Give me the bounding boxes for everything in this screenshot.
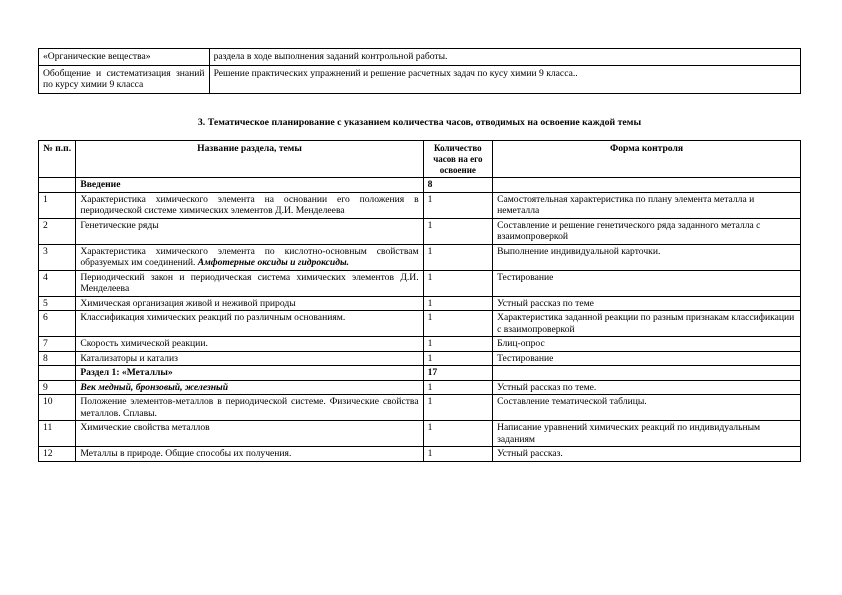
cell-name	[76, 366, 423, 381]
cell-no: 11	[39, 421, 76, 447]
cell-name-text: Катализаторы и катализ	[80, 352, 178, 364]
cell-name	[76, 395, 423, 421]
header-no: № п.п.	[39, 141, 76, 178]
table-row	[39, 49, 801, 66]
cell-hours: 1	[423, 351, 492, 366]
cell-name	[76, 351, 423, 366]
cell-no: 10	[39, 395, 76, 421]
cell-name-text: Химическая организация живой и неживой природы	[80, 297, 296, 309]
cell-no: 3	[39, 244, 76, 270]
cell-hours: 1	[423, 311, 492, 337]
cell-name-text: Периодический закон и периодическая система химических элементов Д.И. Менделеева	[80, 271, 419, 295]
cell-name	[76, 178, 423, 193]
cell-name-text: Классификация химических реакций по различным основаниям.	[80, 312, 346, 324]
cell-name-text: Положение элементов-металлов в периодической системе. Физические свойства металлов. Сплавы.	[80, 396, 419, 419]
cell-no: 1	[39, 192, 76, 218]
cell-hours: 1	[423, 395, 492, 421]
cell-name	[76, 380, 423, 395]
cell-name-text: Введение	[80, 179, 121, 191]
cell-form: Устный рассказ по теме.	[493, 380, 801, 395]
cell-name	[76, 192, 423, 218]
cell-hours: 1	[423, 421, 492, 447]
plan-table	[38, 140, 801, 462]
header-form: Форма контроля	[493, 141, 801, 178]
cell-no: 12	[39, 447, 76, 462]
table-row	[39, 380, 801, 395]
cell-form: Устный рассказ.	[493, 447, 801, 462]
cell-form: Составление и решение генетического ряда заданного металла с взаимопроверкой	[493, 218, 801, 244]
cell-no: 6	[39, 311, 76, 337]
cell-form: Тестирование	[493, 270, 801, 296]
cell-name-text: Скорость химической реакции.	[80, 338, 208, 350]
top-cell-left: «Органические вещества»	[39, 49, 210, 66]
cell-no: 2	[39, 218, 76, 244]
table-row	[39, 244, 801, 270]
table-row	[39, 395, 801, 421]
cell-no: 7	[39, 337, 76, 352]
cell-no	[39, 366, 76, 381]
cell-hours: 1	[423, 337, 492, 352]
table-row	[39, 337, 801, 352]
cell-hours: 1	[423, 447, 492, 462]
top-cell-right: Решение практических упражнений и решение расчетных задач по кусу химии 9 класса..	[209, 65, 800, 93]
cell-no: 8	[39, 351, 76, 366]
plan-table-body	[39, 178, 801, 462]
cell-hours: 1	[423, 218, 492, 244]
cell-form	[493, 178, 801, 193]
cell-name	[76, 218, 423, 244]
cell-form: Тестирование	[493, 351, 801, 366]
cell-name-text: Раздел 1: «Металлы»	[80, 367, 173, 379]
table-row	[39, 351, 801, 366]
table-row	[39, 270, 801, 296]
cell-form: Составление тематической таблицы.	[493, 395, 801, 421]
table-row	[39, 421, 801, 447]
cell-name-italic: Век медный, бронзовый, железный	[80, 381, 229, 393]
header-name: Название раздела, темы	[76, 141, 423, 178]
top-cell-right: раздела в ходе выполнения заданий контрольной работы.	[209, 49, 800, 66]
cell-form: Самостоятельная характеристика по плану элемента металла и неметалла	[493, 192, 801, 218]
cell-name-text: Характеристика химического элемента по кислотно-основным свойствам образуемых им соединений.	[80, 245, 419, 269]
cell-hours: 1	[423, 380, 492, 395]
cell-name	[76, 421, 423, 447]
cell-name-text: Характеристика химического элемента на основании его положения в периодической системе химических элементов Д.И. Менделеева	[80, 193, 419, 217]
cell-name-text: Генетические ряды	[80, 219, 159, 231]
table-header-row	[39, 141, 801, 178]
cell-name-text: Металлы в природе. Общие способы их получения.	[80, 448, 292, 460]
section-heading: 3. Тематическое планирование с указанием количества часов, отводимых на освоение каждой темы	[197, 117, 642, 128]
cell-name	[76, 296, 423, 311]
top-table	[38, 48, 801, 94]
cell-form	[493, 366, 801, 381]
cell-form: Характеристика заданной реакции по разным признакам классификации с взаимопроверкой	[493, 311, 801, 337]
cell-hours: 1	[423, 296, 492, 311]
section-row	[39, 366, 801, 381]
cell-name	[76, 311, 423, 337]
table-row	[39, 447, 801, 462]
cell-no	[39, 178, 76, 193]
cell-name	[76, 244, 423, 270]
cell-no: 4	[39, 270, 76, 296]
cell-hours: 1	[423, 192, 492, 218]
table-row	[39, 296, 801, 311]
cell-form: Блиц-опрос	[493, 337, 801, 352]
cell-hours: 17	[423, 366, 492, 381]
table-row	[39, 311, 801, 337]
cell-hours: 1	[423, 270, 492, 296]
cell-hours: 1	[423, 244, 492, 270]
cell-form: Написание уравнений химических реакций по индивидуальным заданиям	[493, 421, 801, 447]
cell-no: 5	[39, 296, 76, 311]
table-row	[39, 192, 801, 218]
cell-name	[76, 270, 423, 296]
cell-name-text: Химические свойства металлов	[80, 422, 210, 434]
top-cell-left: Обобщение и систематизация знаний по курсу химии 9 класса	[39, 65, 210, 93]
cell-form: Устный рассказ по теме	[493, 296, 801, 311]
table-row	[39, 65, 801, 93]
cell-form: Выполнение индивидуальной карточки.	[493, 244, 801, 270]
cell-no: 9	[39, 380, 76, 395]
cell-hours: 8	[423, 178, 492, 193]
cell-name-italic: Амфотерные оксиды и гидроксиды.	[197, 257, 350, 269]
header-hours: Количество часов на его освоение	[423, 141, 492, 178]
cell-name	[76, 337, 423, 352]
cell-name	[76, 447, 423, 462]
section-row	[39, 178, 801, 193]
table-row	[39, 218, 801, 244]
